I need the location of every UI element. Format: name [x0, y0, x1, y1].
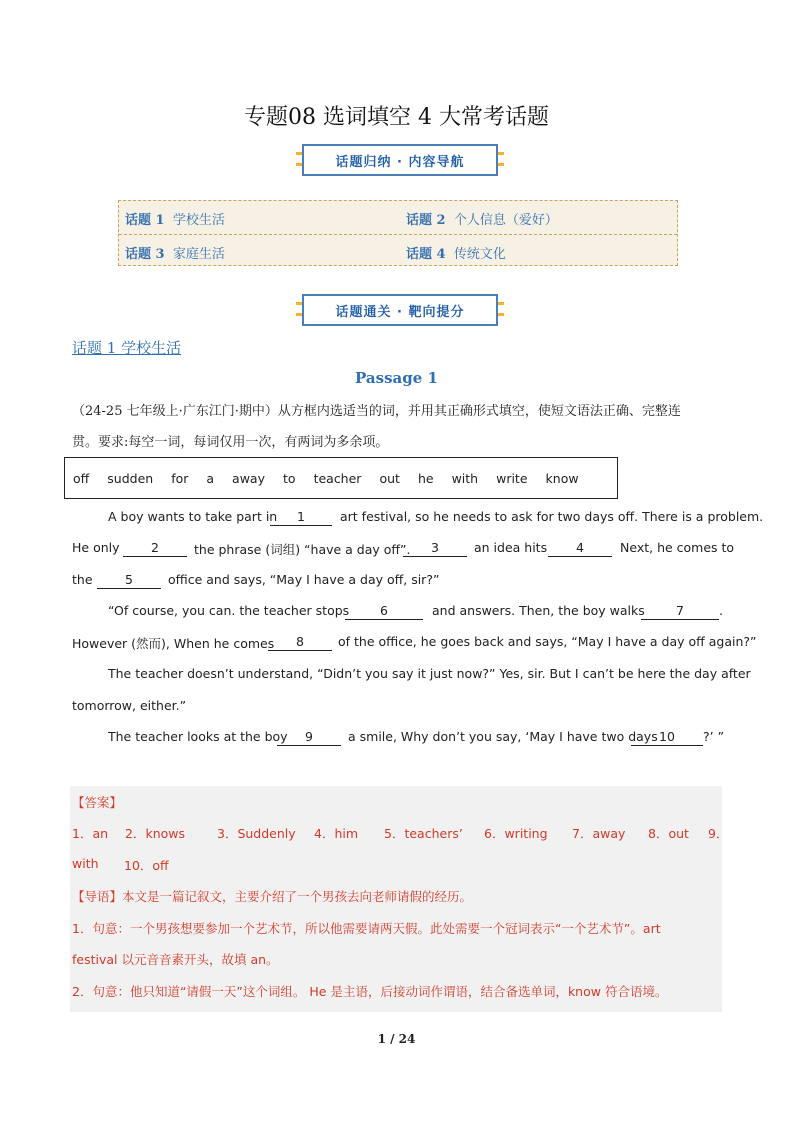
blank-6[interactable]: 6 — [345, 603, 423, 620]
section-heading[interactable]: 话题 1 学校生活 — [72, 339, 182, 357]
nav-banner-label: 话题归纳 · 内容导航 — [302, 144, 498, 176]
topic-2[interactable]: 话题 2 个人信息（爱好） — [406, 213, 558, 228]
word-bank-item: out — [379, 471, 400, 486]
topic-4[interactable]: 话题 4 传统文化 — [406, 247, 506, 262]
document-title: 专题08 选词填空 4 大常考话题 — [244, 105, 549, 130]
blank-1[interactable]: 1 — [270, 509, 332, 526]
practice-banner — [296, 293, 504, 327]
word-bank-item: write — [496, 471, 528, 486]
answer-panel: 【答案】 1．an 2．knows 3．Suddenly 4．him 5．teachers’ 6．writing 7．away 8．out 9． with 10．off 【导语】本文是一篇记叙文，主要介绍了一个男孩去向老师请假的经历。 1．句意：一个男孩想要参加一个艺术节，所以他需要请两天假。此处需要一个冠词表示“一个艺术节”。art festival 以元音音素开头，故填 an。 2．句意：他只知道“请假一天”这个词组。 He 是主语，后接动词作谓语，结合备选单词，know 符合语境。 — [70, 786, 722, 1012]
blank-9[interactable]: 9 — [277, 729, 341, 746]
passage-title: Passage 1 — [355, 369, 438, 387]
page-number: 1 / 24 — [377, 1032, 416, 1046]
passage-line: “Of course, you can. the teacher stops 6 and answers. Then, the boy walks 7 . — [108, 603, 723, 618]
nav-banner — [296, 143, 504, 177]
explanation-1-continued: festival 以元音音素开头，故填 an。 — [72, 952, 279, 967]
blank-3[interactable]: 3 — [403, 540, 467, 557]
topic-navigation-table — [118, 200, 678, 266]
guide: 【导语】本文是一篇记叙文，主要介绍了一个男孩去向老师请假的经历。 — [72, 889, 473, 904]
word-bank-item: with — [451, 471, 479, 486]
instruction-line-2: 贯。要求:每空一词，每词仅用一次，有两词为多余项。 — [72, 435, 389, 450]
passage-line: The teacher doesn’t understand, “Didn’t you say it just now?” Yes, sir. But I can’t be here the day after — [108, 666, 751, 681]
passage-line: However (然而), When he comes 8 of the office, he goes back and says, “May I have a day off again?” — [72, 634, 757, 651]
passage-line: He only 2 the phrase (词组) “have a day off”. 3 an idea hits 4 Next, he comes to — [72, 540, 735, 557]
word-bank-item: off — [73, 471, 90, 486]
word-bank-item: sudden — [107, 471, 154, 486]
explanation-2: 2．句意：他只知道“请假一天”这个词组。 He 是主语，后接动词作谓语，结合备选单词，know 符合语境。 — [72, 984, 668, 999]
passage-line: The teacher looks at the boy 9 a smile, Why don’t you say, ‘May I have two days 10 ?’ ” — [108, 729, 725, 744]
blank-7[interactable]: 7 — [641, 603, 719, 620]
passage-line: the 5 office and says, “May I have a day off, sir?” — [72, 572, 440, 587]
passage-line: tomorrow, either.” — [72, 698, 187, 713]
blank-2[interactable]: 2 — [123, 540, 187, 557]
word-bank-item: a — [206, 471, 215, 486]
word-bank-box — [64, 457, 618, 499]
topic-1[interactable]: 话题 1 学校生活 — [125, 213, 225, 228]
passage-line: A boy wants to take part in 1 art festival, so he needs to ask for two days off. There is a problem. — [108, 509, 764, 524]
word-bank-item: for — [171, 471, 189, 486]
topic-3[interactable]: 话题 3 家庭生活 — [125, 247, 225, 262]
instruction-line-1: （24-25 七年级上·广东江门·期中）从方框内选适当的词，并用其正确形式填空，使短文语法正确、完整连 — [72, 404, 681, 419]
answer-label: 【答案】 — [72, 795, 123, 810]
blank-5[interactable]: 5 — [97, 572, 161, 589]
blank-8[interactable]: 8 — [268, 634, 332, 651]
word-bank-item: know — [545, 471, 579, 486]
explanation-1: 1．句意：一个男孩想要参加一个艺术节，所以他需要请两天假。此处需要一个冠词表示“一个艺术节”。art — [72, 921, 661, 936]
word-bank-item: he — [417, 471, 434, 486]
practice-banner-label: 话题通关 · 靶向提分 — [302, 294, 498, 326]
blank-10[interactable]: 10 — [631, 729, 703, 746]
word-bank-item: away — [232, 471, 265, 486]
word-bank-item: to — [283, 471, 296, 486]
blank-4[interactable]: 4 — [548, 540, 612, 557]
word-bank-item: teacher — [313, 471, 362, 486]
